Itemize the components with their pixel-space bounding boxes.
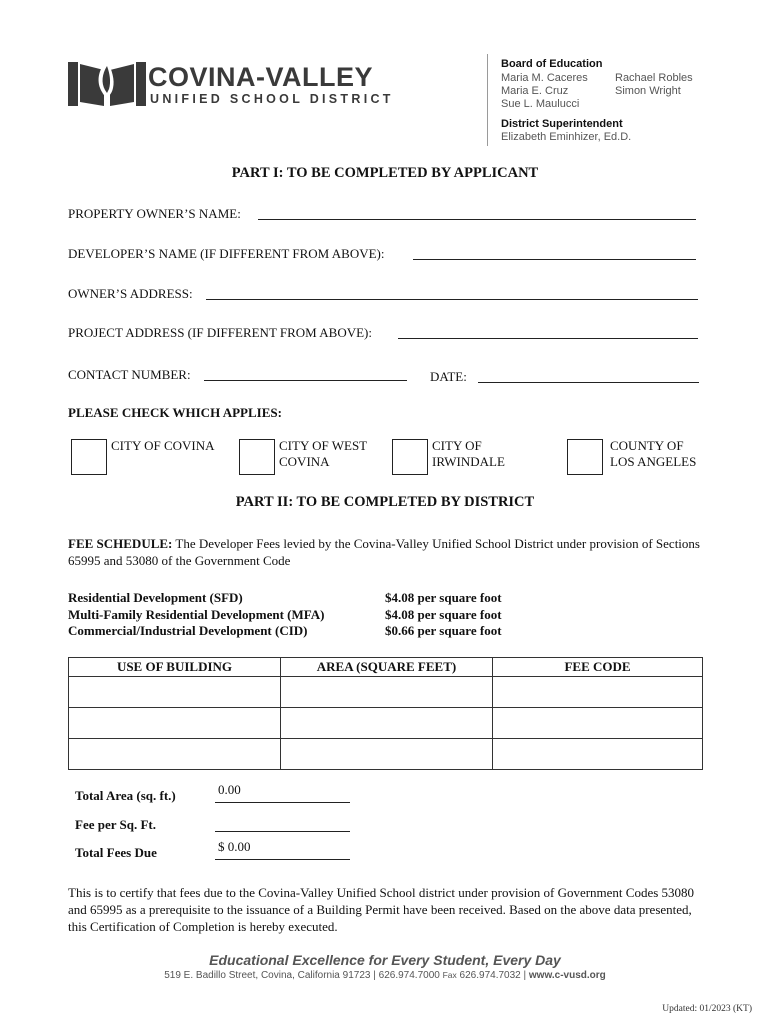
use-of-building-cell[interactable] bbox=[69, 708, 281, 739]
rate-value: $4.08 per square foot bbox=[385, 606, 502, 622]
area-cell[interactable] bbox=[281, 677, 493, 708]
fee-code-cell[interactable] bbox=[493, 708, 703, 739]
checkbox-label: CITY OF COVINA bbox=[111, 438, 215, 453]
fee-per-sqft-field[interactable] bbox=[215, 831, 350, 832]
owner-name-label: PROPERTY OWNER’S NAME: bbox=[68, 206, 241, 221]
total-fees-field[interactable] bbox=[215, 859, 350, 860]
total-area-label: Total Area (sq. ft.) bbox=[75, 788, 176, 803]
table-row bbox=[69, 708, 703, 739]
rate-types bbox=[68, 590, 324, 640]
board-member: Simon Wright bbox=[615, 85, 681, 97]
contact-number-label: CONTACT NUMBER: bbox=[68, 367, 191, 382]
checkbox-city-of-irwindale[interactable] bbox=[392, 439, 428, 475]
date-label: DATE: bbox=[430, 369, 467, 384]
total-fees-value: $ 0.00 bbox=[218, 839, 251, 854]
column-header: AREA (SQUARE FEET) bbox=[281, 658, 493, 677]
rate-value: $0.66 per square foot bbox=[385, 623, 502, 638]
table-header-row bbox=[69, 658, 703, 677]
rate-type: Commercial/Industrial Development (CID) bbox=[68, 623, 308, 638]
area-cell[interactable] bbox=[281, 708, 493, 739]
owner-name-field[interactable] bbox=[258, 219, 696, 220]
use-of-building-cell[interactable] bbox=[69, 677, 281, 708]
owner-address-label: OWNER’S ADDRESS: bbox=[68, 286, 193, 301]
rate-value: $4.08 per square foot bbox=[385, 590, 502, 605]
checkbox-label: CITY OF WEST COVINA bbox=[279, 438, 368, 469]
fee-code-cell[interactable] bbox=[493, 739, 703, 770]
area-cell[interactable] bbox=[281, 739, 493, 770]
use-of-building-cell[interactable] bbox=[69, 739, 281, 770]
table-row bbox=[69, 677, 703, 708]
footer-fax-label: Fax bbox=[442, 970, 457, 980]
column-header: FEE CODE bbox=[493, 658, 703, 677]
board-title: Board of Education bbox=[501, 58, 603, 70]
footer-fax: 626.974.7032 bbox=[459, 970, 521, 981]
footer-contact: 519 E. Badillo Street, Covina, California 91723 | 626.974.7000 Fax 626.974.7032 | www.c-vusd.org bbox=[164, 970, 606, 981]
total-area-field[interactable] bbox=[215, 802, 350, 803]
district-logo-icon bbox=[68, 56, 146, 108]
footer-phone: 626.974.7000 bbox=[378, 970, 440, 981]
fee-table bbox=[68, 657, 703, 770]
developer-name-field[interactable] bbox=[413, 259, 696, 260]
owner-address-field[interactable] bbox=[206, 299, 698, 300]
board-member: Rachael Robles bbox=[615, 72, 693, 84]
total-fees-label: Total Fees Due bbox=[75, 845, 157, 860]
table-row bbox=[69, 739, 703, 770]
superintendent-name: Elizabeth Eminhizer, Ed.D. bbox=[501, 131, 632, 143]
checkbox-label: CITY OF IRWINDALE bbox=[432, 438, 505, 469]
header-divider bbox=[487, 54, 488, 146]
board-member: Sue L. Maulucci bbox=[501, 98, 580, 110]
checkbox-city-of-west-covina[interactable] bbox=[239, 439, 275, 475]
rate-values bbox=[385, 590, 502, 640]
column-header: USE OF BUILDING bbox=[69, 658, 281, 677]
board-member: Maria M. Caceres bbox=[501, 72, 588, 84]
updated-stamp: Updated: 01/2023 (KT) bbox=[662, 1004, 752, 1014]
developer-name-label: DEVELOPER’S NAME (IF DIFFERENT FROM ABOVE): bbox=[68, 246, 385, 261]
part1-title: PART I: TO BE COMPLETED BY APPLICANT bbox=[231, 165, 539, 181]
part2-title: PART II: TO BE COMPLETED BY DISTRICT bbox=[235, 494, 535, 510]
total-area-value: 0.00 bbox=[218, 782, 241, 797]
fee-per-sqft-label: Fee per Sq. Ft. bbox=[75, 817, 156, 832]
footer-website[interactable]: www.c-vusd.org bbox=[528, 970, 606, 981]
checkbox-label: COUNTY OF LOS ANGELES bbox=[610, 438, 697, 469]
rate-type: Multi-Family Residential Development (MFA) bbox=[68, 606, 325, 622]
footer-address: 519 E. Badillo Street, Covina, California 91723 bbox=[164, 970, 371, 981]
fee-schedule-text: FEE SCHEDULE: The Developer Fees levied by the Covina-Valley Unified School District under provision of Sections 65995 and 53080 of the Government Code bbox=[68, 536, 700, 568]
district-subtitle: UNIFIED SCHOOL DISTRICT bbox=[150, 92, 394, 106]
board-member: Maria E. Cruz bbox=[501, 85, 569, 97]
rate-type: Residential Development (SFD) bbox=[68, 590, 243, 605]
project-address-field[interactable] bbox=[398, 338, 698, 339]
contact-number-field[interactable] bbox=[204, 380, 407, 381]
checkbox-city-of-covina[interactable] bbox=[71, 439, 107, 475]
date-field[interactable] bbox=[478, 382, 699, 383]
checkbox-county-of-los-angeles[interactable] bbox=[567, 439, 603, 475]
superintendent-title: District Superintendent bbox=[501, 118, 623, 130]
district-name: COVINA-VALLEY bbox=[148, 62, 374, 92]
footer-motto: Educational Excellence for Every Student, Every Day bbox=[209, 952, 561, 968]
certification-text: This is to certify that fees due to the Covina-Valley Unified School district under provision of Government Codes 53080 and 65995 as a prerequisite to the issuance of a Building Permit have been received. Based on the above data presented, this Certification of Completion is hereby executed. bbox=[68, 885, 695, 934]
project-address-label: PROJECT ADDRESS (IF DIFFERENT FROM ABOVE): bbox=[68, 325, 372, 340]
fee-code-cell[interactable] bbox=[493, 677, 703, 708]
check-prompt: PLEASE CHECK WHICH APPLIES: bbox=[68, 405, 282, 420]
